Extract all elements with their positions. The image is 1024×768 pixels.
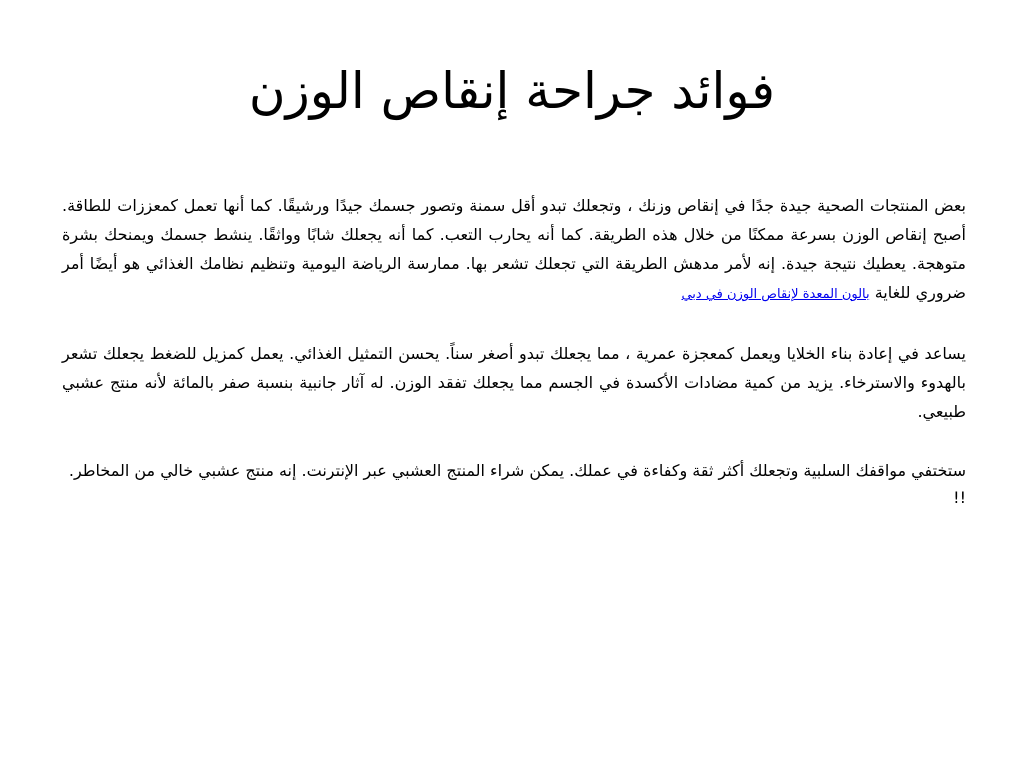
slide-body (62, 191, 966, 511)
paragraph-3 (62, 456, 966, 485)
balloon-dubai-link[interactable]: بالون المعدة لإنقاص الوزن في دبي (681, 287, 870, 302)
paragraph-2 (62, 339, 966, 426)
closing-exclamation: !! (953, 488, 966, 507)
paragraph-3-text: ستختفي مواقفك السلبية وتجعلك أكثر ثقة وكفاءة في عملك. يمكن شراء المنتج العشبي عبر الإنترنت. إنه منتج عشبي خالي من المخاطر. (68, 461, 966, 480)
paragraph-2-text: يساعد في إعادة بناء الخلايا ويعمل كمعجزة عمرية ، مما يجعلك تبدو أصغر سناً. يحسن التمثيل الغذائي. يعمل كمزيل للضغط يجعلك تشعر بالهدوء والاسترخاء. يزيد من كمية مضادات الأكسدة في الجسم مما يجعلك تفقد الوزن. له آثار جانبية بنسبة صفر بالمائة لأنه منتج عشبي طبيعي. (62, 344, 966, 421)
paragraph-1 (62, 191, 966, 309)
slide-title: فوائد جراحة إنقاص الوزن (248, 62, 776, 120)
paragraph-1-text: بعض المنتجات الصحية جيدة جدًا في إنقاص وزنك ، وتجعلك تبدو أقل سمنة وتصور جسمك جيدًا ورشيقًا. كما أنها تعمل كمعززات للطاقة. أصبح إنقاص الوزن بسرعة ممكنًا من خلال هذه الطريقة. كما أنه يحارب التعب. كما أنه يجعلك شابًا وواثقًا. ينشط جسمك ويمنحك بشرة متوهجة. يعطيك نتيجة جيدة. إنه لأمر مدهش الطريقة التي تجعلك تشعر بها. ممارسة الرياضة اليومية وتنظيم نظامك الغذائي هو أيضًا أمر ضروري للغاية (62, 196, 966, 302)
